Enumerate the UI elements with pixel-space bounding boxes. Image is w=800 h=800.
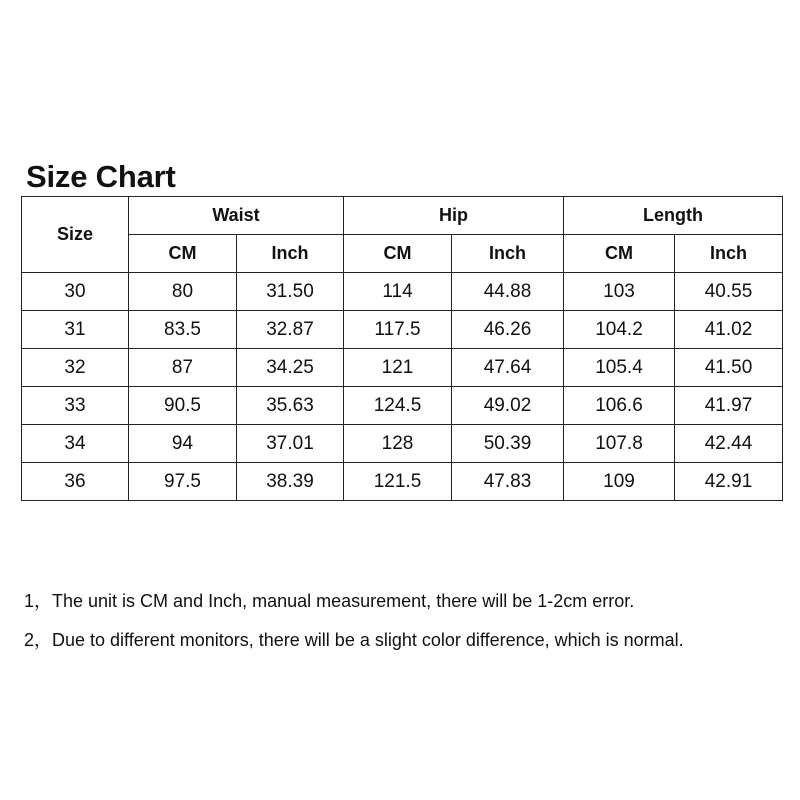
- size-cell: 33: [22, 387, 129, 425]
- waist-inch-cell: 35.63: [237, 387, 344, 425]
- table-subheader-row: [22, 235, 783, 273]
- hip-inch-header: Inch: [452, 235, 564, 273]
- waist-inch-header: Inch: [237, 235, 344, 273]
- size-cell: 32: [22, 349, 129, 387]
- length-inch-cell: 42.91: [675, 463, 783, 501]
- length-cm-cell: 104.2: [564, 311, 675, 349]
- length-cm-cell: 105.4: [564, 349, 675, 387]
- size-column-header: Size: [22, 197, 129, 273]
- hip-cm-cell: 128: [344, 425, 452, 463]
- table-header-row: [22, 197, 783, 235]
- note-measurement-error: 1，The unit is CM and Inch, manual measurement, there will be 1-2cm error.: [24, 591, 635, 611]
- note-color-difference: 2，Due to different monitors, there will be a slight color difference, which is normal.: [24, 630, 684, 650]
- hip-cm-cell: 121: [344, 349, 452, 387]
- length-inch-cell: 41.97: [675, 387, 783, 425]
- waist-inch-cell: 31.50: [237, 273, 344, 311]
- waist-cm-cell: 83.5: [129, 311, 237, 349]
- table-row: [22, 349, 783, 387]
- waist-cm-cell: 97.5: [129, 463, 237, 501]
- hip-cm-cell: 121.5: [344, 463, 452, 501]
- size-cell: 31: [22, 311, 129, 349]
- table-row: [22, 311, 783, 349]
- waist-cm-cell: 90.5: [129, 387, 237, 425]
- waist-cm-cell: 87: [129, 349, 237, 387]
- table-row: [22, 425, 783, 463]
- hip-inch-cell: 46.26: [452, 311, 564, 349]
- length-inch-cell: 41.02: [675, 311, 783, 349]
- length-cm-cell: 106.6: [564, 387, 675, 425]
- waist-cm-cell: 94: [129, 425, 237, 463]
- hip-cm-cell: 124.5: [344, 387, 452, 425]
- table-row: [22, 387, 783, 425]
- length-inch-header: Inch: [675, 235, 783, 273]
- waist-group-header: Waist: [129, 197, 344, 235]
- waist-inch-cell: 37.01: [237, 425, 344, 463]
- size-cell: 30: [22, 273, 129, 311]
- hip-inch-cell: 47.83: [452, 463, 564, 501]
- hip-inch-cell: 50.39: [452, 425, 564, 463]
- hip-inch-cell: 47.64: [452, 349, 564, 387]
- size-chart-table: [21, 196, 783, 501]
- waist-cm-cell: 80: [129, 273, 237, 311]
- notes-list: [24, 590, 684, 668]
- length-inch-cell: 40.55: [675, 273, 783, 311]
- table-row: [22, 463, 783, 501]
- length-group-header: Length: [564, 197, 783, 235]
- hip-cm-cell: 114: [344, 273, 452, 311]
- hip-inch-cell: 49.02: [452, 387, 564, 425]
- hip-cm-cell: 117.5: [344, 311, 452, 349]
- waist-inch-cell: 34.25: [237, 349, 344, 387]
- length-cm-cell: 109: [564, 463, 675, 501]
- length-cm-header: CM: [564, 235, 675, 273]
- hip-inch-cell: 44.88: [452, 273, 564, 311]
- size-cell: 34: [22, 425, 129, 463]
- length-inch-cell: 42.44: [675, 425, 783, 463]
- page-title: Size Chart: [26, 159, 176, 194]
- hip-cm-header: CM: [344, 235, 452, 273]
- size-cell: 36: [22, 463, 129, 501]
- hip-group-header: Hip: [344, 197, 564, 235]
- waist-cm-header: CM: [129, 235, 237, 273]
- length-cm-cell: 107.8: [564, 425, 675, 463]
- length-inch-cell: 41.50: [675, 349, 783, 387]
- table-row: [22, 273, 783, 311]
- length-cm-cell: 103: [564, 273, 675, 311]
- waist-inch-cell: 38.39: [237, 463, 344, 501]
- waist-inch-cell: 32.87: [237, 311, 344, 349]
